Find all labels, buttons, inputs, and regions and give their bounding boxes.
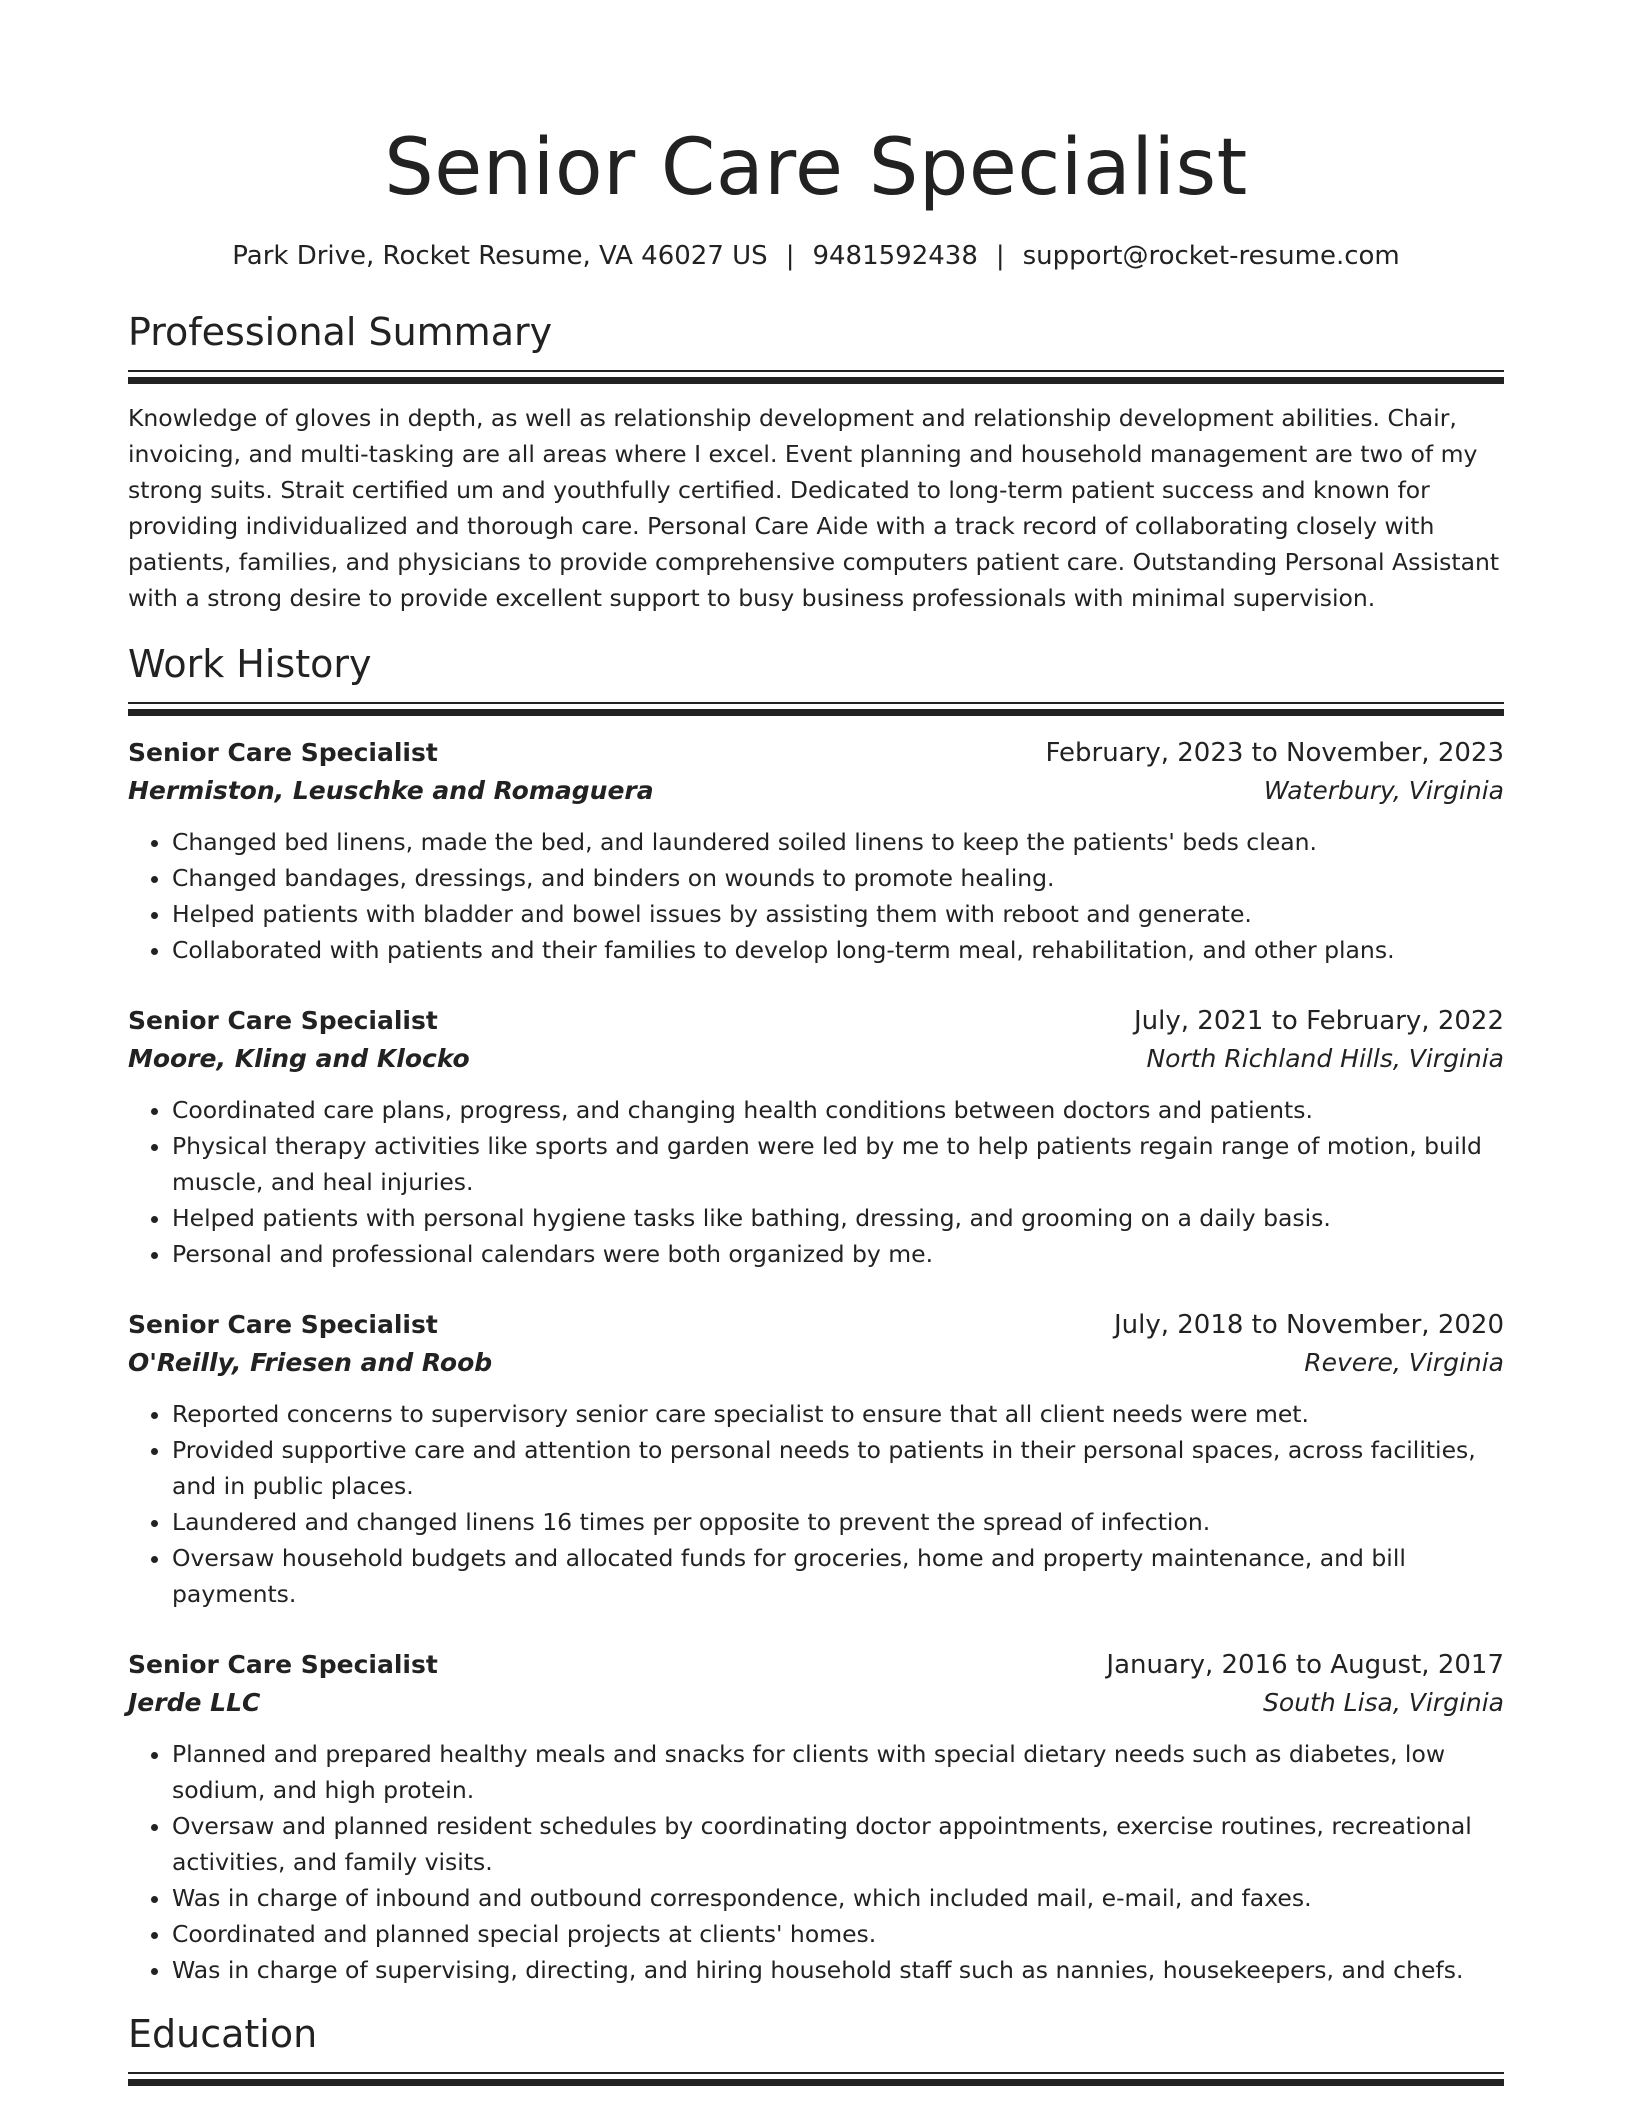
job-bullet: • Was in charge of supervising, directing, and hiring household staff such as nannies, housekeepers, and chefs.: [172, 1952, 1504, 1988]
job-company-row: [128, 1040, 1504, 1078]
job-company-row: [128, 772, 1504, 810]
contact-line: [128, 238, 1504, 274]
job-header-row: [128, 1002, 1504, 1040]
section-divider-thick: [128, 2079, 1504, 2086]
section-divider-thin: [128, 702, 1504, 704]
job-bullet-list: [128, 1396, 1504, 1612]
job-dates: January, 2016 to August, 2017: [1106, 1650, 1504, 1680]
section-divider-thick: [128, 709, 1504, 716]
contact-separator: |: [995, 241, 1005, 271]
job-title: Senior Care Specialist: [128, 1006, 438, 1035]
job-dates: July, 2021 to February, 2022: [1134, 1006, 1504, 1036]
section-title-education: Education: [128, 2012, 318, 2056]
job-company: O'Reilly, Friesen and Roob: [128, 1348, 493, 1377]
job-location: Revere, Virginia: [1304, 1348, 1504, 1377]
job-dates: July, 2018 to November, 2020: [1113, 1310, 1504, 1340]
job-bullet-list: [128, 1736, 1504, 1988]
job-header-row: [128, 734, 1504, 772]
job-location: North Richland Hills, Virginia: [1146, 1044, 1504, 1073]
job-bullet-list: [128, 824, 1504, 968]
job-bullet: • Physical therapy activities like sports and garden were led by me to help patients regain range of motion, build muscle, and heal injuries.: [172, 1128, 1504, 1200]
job-location: South Lisa, Virginia: [1263, 1688, 1504, 1717]
section-title-summary: Professional Summary: [128, 310, 553, 354]
job-entry: [128, 1002, 1504, 1272]
professional-summary-section: [128, 308, 1504, 616]
job-company: Jerde LLC: [128, 1688, 261, 1717]
job-bullet: • Oversaw and planned resident schedules by coordinating doctor appointments, exercise routines, recreational activities, and family visits.: [172, 1808, 1504, 1880]
contact-separator: |: [785, 241, 795, 271]
contact-address: Park Drive, Rocket Resume, VA 46027 US: [232, 241, 768, 271]
summary-text: Knowledge of gloves in depth, as well as relationship development and relationship development abilities. Chair, invoicing, and multi-tasking are all areas where I excel. Event planning and household management are two of my strong suits. Strait certified um and youthfully certified. Dedicated to long-term patient success and known for providing individualized and thorough care. Personal Care Aide with a track record of collaborating closely with patients, families, and physicians to provide comprehensive computers patient care. Outstanding Personal Assistant with a strong desire to provide excellent support to busy business professionals with minimal supervision.: [128, 404, 1500, 612]
work-history-section: [128, 640, 1504, 1988]
education-section: [128, 2010, 1504, 2086]
job-title: Senior Care Specialist: [128, 1310, 438, 1339]
resume-name: Senior Care Specialist: [384, 123, 1248, 213]
job-entry: [128, 1646, 1504, 1988]
job-bullet: • Changed bed linens, made the bed, and laundered soiled linens to keep the patients' beds clean.: [172, 824, 1504, 860]
job-company-row: [128, 1344, 1504, 1382]
section-divider-thin: [128, 2072, 1504, 2074]
job-bullet: • Coordinated care plans, progress, and changing health conditions between doctors and patients.: [172, 1092, 1504, 1128]
job-entry: [128, 1306, 1504, 1612]
job-company: Hermiston, Leuschke and Romaguera: [128, 776, 654, 805]
job-header-row: [128, 1646, 1504, 1684]
job-bullet: • Planned and prepared healthy meals and snacks for clients with special dietary needs such as diabetes, low sodium, and high protein.: [172, 1736, 1504, 1808]
job-bullet: • Collaborated with patients and their families to develop long-term meal, rehabilitation, and other plans.: [172, 932, 1504, 968]
job-location: Waterbury, Virginia: [1263, 776, 1504, 805]
contact-email: support@rocket-resume.com: [1022, 241, 1400, 271]
job-bullet: • Helped patients with bladder and bowel issues by assisting them with reboot and generate.: [172, 896, 1504, 932]
job-bullet: • Changed bandages, dressings, and binders on wounds to promote healing.: [172, 860, 1504, 896]
job-header-row: [128, 1306, 1504, 1344]
job-bullet: • Helped patients with personal hygiene tasks like bathing, dressing, and grooming on a daily basis.: [172, 1200, 1504, 1236]
job-title: Senior Care Specialist: [128, 1650, 438, 1679]
job-company: Moore, Kling and Klocko: [128, 1044, 470, 1073]
job-bullet: • Was in charge of inbound and outbound correspondence, which included mail, e-mail, and faxes.: [172, 1880, 1504, 1916]
job-bullet: • Oversaw household budgets and allocated funds for groceries, home and property maintenance, and bill payments.: [172, 1540, 1504, 1612]
job-bullet: • Provided supportive care and attention to personal needs to patients in their personal spaces, across facilities, and in public places.: [172, 1432, 1504, 1504]
job-title: Senior Care Specialist: [128, 738, 438, 767]
contact-phone: 9481592438: [812, 241, 978, 271]
job-company-row: [128, 1684, 1504, 1722]
job-bullet: • Reported concerns to supervisory senior care specialist to ensure that all client needs were met.: [172, 1396, 1504, 1432]
job-bullet-list: [128, 1092, 1504, 1272]
section-divider-thick: [128, 377, 1504, 384]
job-bullet: • Coordinated and planned special projects at clients' homes.: [172, 1916, 1504, 1952]
section-title-work-history: Work History: [128, 642, 372, 686]
job-bullet: • Personal and professional calendars were both organized by me.: [172, 1236, 1504, 1272]
section-divider-thin: [128, 370, 1504, 372]
job-entry: [128, 734, 1504, 968]
job-bullet: • Laundered and changed linens 16 times per opposite to prevent the spread of infection.: [172, 1504, 1504, 1540]
job-dates: February, 2023 to November, 2023: [1045, 738, 1504, 768]
